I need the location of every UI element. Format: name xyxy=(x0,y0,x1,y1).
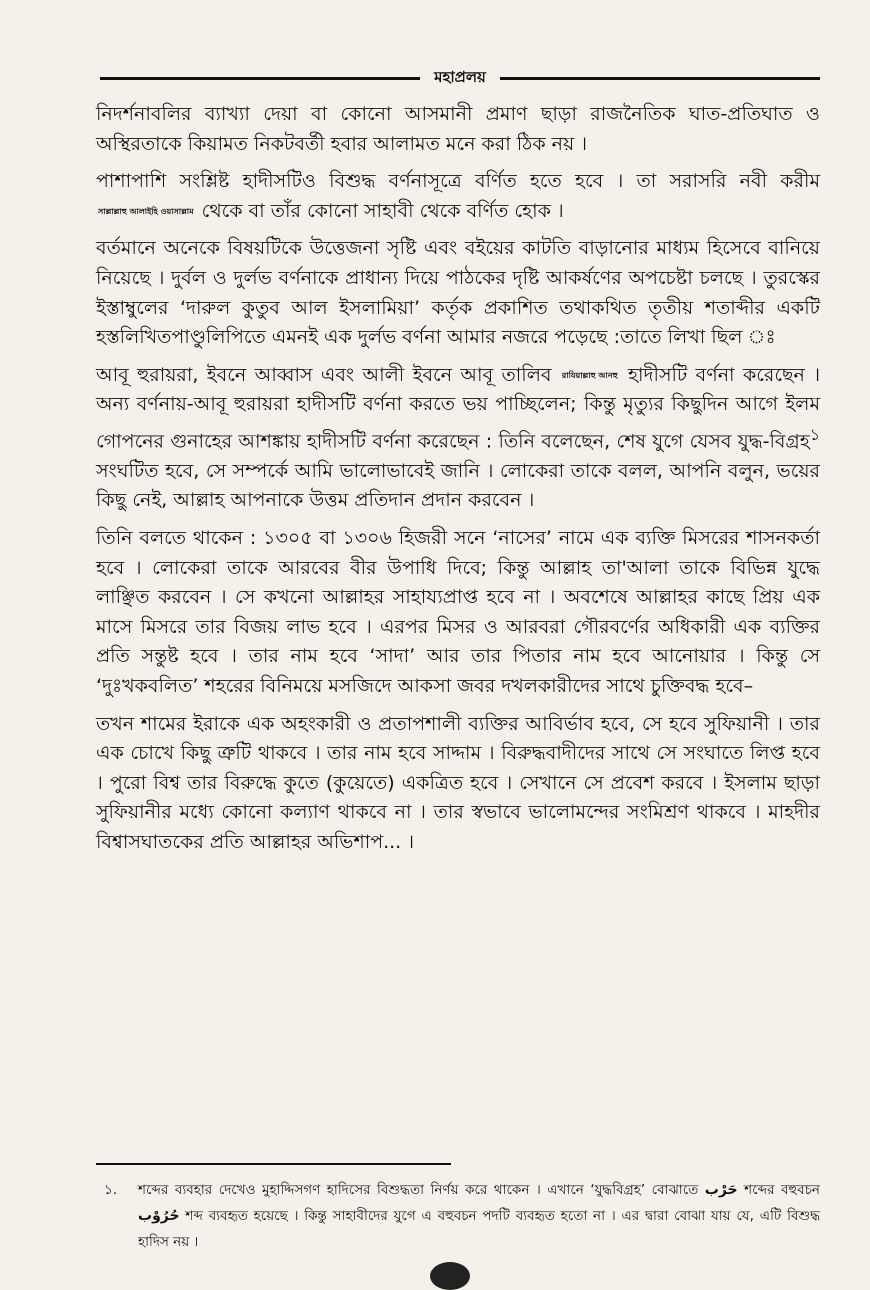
paragraph-2 xyxy=(96,167,820,226)
companion-honorific-calligraphy: রাযিয়াল্লাহু আনহু xyxy=(561,370,618,380)
paragraph-1: নিদর্শনাবলির ব্যাখ্যা দেয়া বা কোনো আসমানী প্রমাণ ছাড়া রাজনৈতিক ঘাত-প্রতিঘাত ও অস্থিরতাকে কিয়ামত নিকটবর্তী হবার আলামত মনে করা ঠিক নয় । xyxy=(96,103,820,155)
header-rule-right xyxy=(500,77,820,80)
arabic-word-harb: حَرْب xyxy=(704,1182,738,1198)
running-header xyxy=(100,64,820,92)
paragraph-3: বর্তমানে অনেকে বিষয়টিকে উত্তেজনা সৃষ্টি এবং বইয়ের কাটতি বাড়ানোর মাধ্যম হিসেবে বানিয়ে নিয়েছে । দুর্বল ও দুর্লভ বর্ণনাকে প্রাধান্য দিয়ে পাঠকের দৃষ্টি আকর্ষণের অপচেষ্টা চলছে । তুরস্কের ইস্তাম্বুলের ‘দারুল কুতুব আল ইসলামিয়া’ কর্তৃক প্রকাশিত তথাকথিত তৃতীয় শতাব্দীর একটি হস্তলিখিতপাণ্ডুলিপিতে এমনই এক দুর্লভ বর্ণনা আমার নজরে পড়েছে :তাতে লিখা ছিল ঃ xyxy=(96,237,820,349)
footnote-text xyxy=(138,1177,820,1255)
paragraph-4 xyxy=(96,361,820,516)
paragraph-5: তিনি বলতে থাকেন : ১৩০৫ বা ১৩০৬ হিজরী সনে ‘নাসের’ নামে এক ব্যক্তি মিসরের শাসনকর্তা হবে । লোকেরা তাকে আরবের বীর উপাধি দিবে; কিন্তু আল্লাহ তা'আলা তাকে বিভিন্ন যুদ্ধে লাঞ্ছিত করবেন । সে কখনো আল্লাহর সাহায্যপ্রাপ্ত হবে না । অবশেষে আল্লাহর কাছে প্রিয় এক মাসে মিসরে তার বিজয় লাভ হবে । এরপর মিসর ও আরবরা গৌরবর্ণের অধিকারী এক ব্যক্তির প্রতি সন্তুষ্ট হবে । তার নাম হবে ‘সাদা’ আর তার পিতার নাম হবে আনোয়ার । কিন্তু সে ‘দুঃখকবলিত’ শহরের বিনিময়ে মসজিদে আকসা জবর দখলকারীদের সাথে চুক্তিবদ্ধ হবে– xyxy=(96,527,820,698)
prophet-honorific-calligraphy: সাল্লাল্লাহু আলাইহি ওয়াসাল্লাম xyxy=(98,206,194,216)
paragraph-4-part-b: হাদীসটি বর্ণনা করেছেন । অন্য বর্ণনায়-আবূ হুরায়রা হাদীসটি বর্ণনা করতে ভয় পাচ্ছিলেন; কিন্তু মৃত্যুর কিছুদিন আগে ইলম গোপনের গুনাহের আশঙ্কায় হাদীসটি বর্ণনা করেছেন : তিনি বলেছেন, শেষ যুগে যেসব যুদ্ধ-বিগ্রহ xyxy=(96,363,820,453)
body-text xyxy=(96,100,820,866)
footnote-marker: ১ xyxy=(809,424,820,444)
book-title: মহাপ্রলয় xyxy=(434,67,486,86)
header-rule-left xyxy=(100,77,420,80)
page-number-badge xyxy=(430,1262,470,1290)
footnote-text-c: শব্দ ব্যবহৃত হয়েছে । কিন্তু সাহাবীদের যুগে এ বহুবচন পদটি ব্যবহৃত হতো না । এর দ্বারা বোঝা যায় যে, এটি বিশুদ্ধ হাদিস নয় । xyxy=(138,1208,821,1250)
paragraph-4-part-a: আবূ হুরায়রা, ইবনে আব্বাস এবং আলী ইবনে আবূ তালিব xyxy=(96,363,552,386)
paragraph-4-part-c: সংঘটিত হবে, সে সম্পর্কে আমি ভালোভাবেই জানি । লোকেরা তাকে বলল, আপনি বলুন, ভয়ের কিছু নেই, আল্লাহ আপনাকে উত্তম প্রতিদান প্রদান করবেন । xyxy=(96,459,820,512)
arabic-word-huroob: حُرُوْب xyxy=(138,1208,180,1224)
footnote-separator xyxy=(96,1163,451,1165)
footnote-text-a: শব্দের ব্যবহার দেখেও মুহাদ্দিসগণ হাদিসের বিশুদ্ধতা নির্ণয় করে থাকেন । এখানে ‘যুদ্ধবিগ্রহ’ বোঝাতে xyxy=(138,1182,699,1198)
footnote-text-b: শব্দের বহুবচন xyxy=(744,1182,820,1198)
footnote xyxy=(104,1177,820,1255)
paragraph-2-part-b: থেকে বা তাঁর কোনো সাহাবী থেকে বর্ণিত হোক । xyxy=(201,199,564,222)
footnote-number: ১. xyxy=(104,1182,118,1198)
paragraph-6: তখন শামের ইরাকে এক অহংকারী ও প্রতাপশালী ব্যক্তির আবির্ভাব হবে, সে হবে সুফিয়ানী । তার এক চোখে কিছু ত্রুটি থাকবে । তার নাম হবে সাদ্দাম । বিরুদ্ধবাদীদের সাথে সে সংঘাতে লিপ্ত হবে । পুরো বিশ্ব তার বিরুদ্ধে কুতে (কুয়েতে) একত্রিত হবে । সেখানে সে প্রবেশ করবে । ইসলাম ছাড়া সুফিয়ানীর মধ্যে কোনো কল্যাণ থাকবে না । তার স্বভাবে ভালোমন্দের সংমিশ্রণ থাকবে । মাহদীর বিশ্বাসঘাতকের প্রতি আল্লাহর অভিশাপ... । xyxy=(96,712,820,853)
paragraph-2-part-a: পাশাপাশি সংশ্লিষ্ট হাদীসটিও বিশুদ্ধ বর্ণনাসূত্রে বর্ণিত হতে হবে । তা সরাসরি নবী করীম xyxy=(96,170,820,193)
